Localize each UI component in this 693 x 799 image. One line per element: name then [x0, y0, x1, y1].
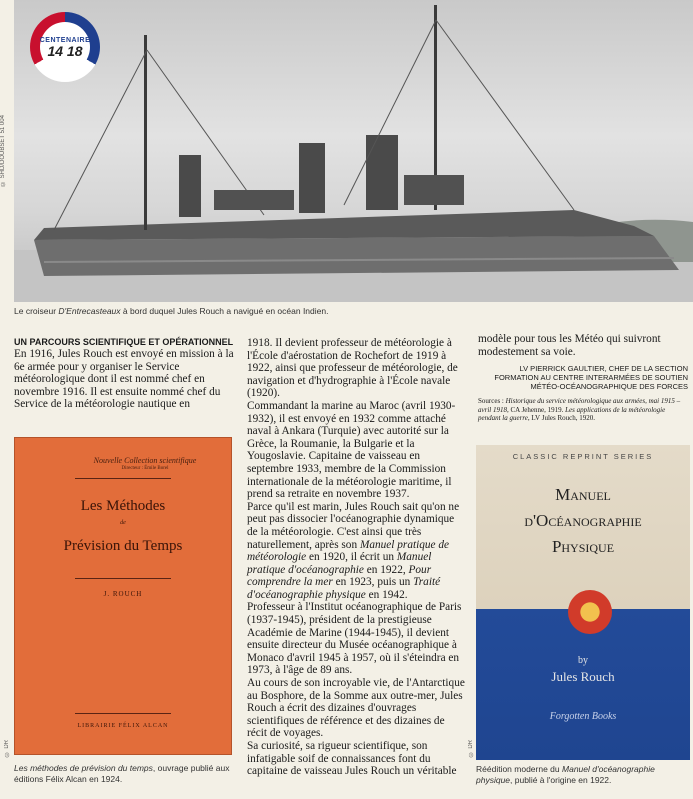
book1-series: Nouvelle Collection scientifique	[93, 456, 197, 465]
book1-series-sub: Directeur : Émile Borel	[121, 466, 169, 471]
col1-paragraph: En 1916, Jules Rouch est envoyé en mission à la 6e armée pour y organiser le Service météorologique dont il est nommé chef en novembre 1916. Il est ensuite nommé chef du Service de la météorologie nautique en	[14, 348, 234, 411]
author-signature: LV PIERRICK GAULTIER, CHEF DE LA SECTION FORMATION AU CENTRE INTERARMÉES DE SOUTIEN MÉTÉO-OCÉANOGRAPHIQUE DES FORCES	[494, 364, 688, 392]
col3-paragraph: modèle pour tous les Météo qui suivront modestement sa voie.	[478, 333, 661, 358]
book1-credit: © DR	[4, 740, 10, 757]
book-title: Manuel pratique d'océanographie	[247, 551, 432, 576]
col2-paragraph: 1918. Il devient professeur de météorologie à l'École d'aérostation de Rochefort de 1919 à 1922, ainsi que professeur de météorologie, de navigation et d'hydrographie à l'École navale (1920).	[247, 337, 458, 400]
book1-title-line1: Les Méthodes	[80, 498, 166, 514]
book2-title-line3: Physique	[551, 537, 615, 556]
book2-caption: Réédition moderne du Manuel d'océanographie physique, publié à l'origine en 1922.	[476, 764, 655, 785]
col2-paragraph: Au cours de son incroyable vie, de l'Antarctique au Bosphore, de la Somme aux outre-mer, Jules Rouch a écrit des dizaines d'ouvrages scientifiques de référence et des dizaines de récit de voyages.	[247, 677, 465, 740]
book2-publisher: Forgotten Books	[549, 711, 617, 722]
book2-title-line1: Manuel	[555, 485, 611, 504]
column-2	[247, 337, 467, 778]
book2-series: CLASSIC REPRINT SERIES	[512, 452, 654, 461]
centenaire-badge	[30, 12, 100, 82]
col2-paragraph: Sa curiosité, sa rigueur scientifique, son infatigable soif de connaissances font du capitaine de vaisseau Jules Rouch un véritable	[247, 740, 457, 778]
section-heading: UN PARCOURS SCIENTIFIQUE ET OPÉRATIONNEL	[14, 337, 234, 347]
book2-author: Jules Rouch	[551, 669, 615, 684]
ship-name: D'Entrecasteaux	[58, 306, 121, 316]
book-title: Traité d'océanographie physique	[247, 576, 441, 601]
badge-label: CENTENAIRE	[39, 36, 91, 44]
book1-rule	[75, 478, 171, 479]
col2-paragraph: Commandant la marine au Maroc (avril 1930-1932), il est envoyé en 1932 comme attaché naval à Ankara (Turquie) avec autorité sur la Grèce, la Roumanie, la Bulgarie et la Yougoslavie. Capitaine de vaisseau en septembre 1933, membre de la Commission internationale de la météorologie maritime, il prend sa retraite en novembre 1937.	[247, 399, 456, 501]
book2-credit: © DR	[468, 740, 474, 757]
book1-rule	[75, 578, 171, 579]
book1-caption: Les méthodes de prévision du temps, ouvrage publié aux éditions Félix Alcan en 1924.	[14, 763, 230, 784]
book1-rule	[75, 713, 171, 714]
photo-credit: © SHD/DOUBSET 51 004	[0, 115, 6, 187]
badge-years: 14 18	[47, 42, 83, 59]
column-3	[478, 333, 688, 423]
book2-seal-icon	[568, 590, 612, 634]
book2-title-line2: d'Océanographie	[524, 511, 642, 530]
book-cover-methodes	[14, 437, 232, 755]
cruiser-illustration	[14, 0, 693, 302]
book1-author: J. ROUCH	[103, 590, 143, 598]
column-1	[14, 337, 234, 411]
book-cover-manuel	[476, 445, 690, 760]
book1-title-line2: de	[120, 520, 126, 526]
book-title: Manuel pratique de météorologie	[247, 538, 450, 564]
book1-publisher: LIBRAIRIE FÉLIX ALCAN	[77, 723, 169, 729]
book1-title-line3: Prévision du Temps	[63, 538, 183, 554]
col2-paragraph: Professeur à l'Institut océanographique de Paris (1937-1945), président de la prestigieuse Académie de Marine (1944-1945), il devient ensuite directeur du Musée océanographique à Monaco d'avril 1945 à 1957, où il s'éteindra en 1973, à l'âge de 89 ans.	[247, 601, 462, 677]
sources: Sources : Historique du service météorologique aux armées, mai 1915 – avril 1918, CA Jehenne, 1919. Les applications de la météorologie pendant la guerre, LV Jules Rouch, 1920.	[478, 397, 681, 423]
col2-paragraph: Parce qu'il est marin, Jules Rouch sait qu'on ne peut pas dissocier l'océanographie dynamique de la météorologie. C'est ainsi que très naturellement, après son Manuel pratique de météorologie en 1920, il écrit un Manuel pratique d'océanographie en 1922, Pour comprendre la mer en 1923, puis un Traité d'océanographie physique en 1942.	[247, 500, 460, 601]
photo-caption: Le croiseur D'Entrecasteaux à bord duquel Jules Rouch a navigué en océan Indien.	[14, 306, 329, 316]
cruiser-photo	[14, 0, 693, 302]
book-title: Pour comprendre la mer	[247, 563, 432, 589]
book2-by: by	[578, 655, 588, 666]
